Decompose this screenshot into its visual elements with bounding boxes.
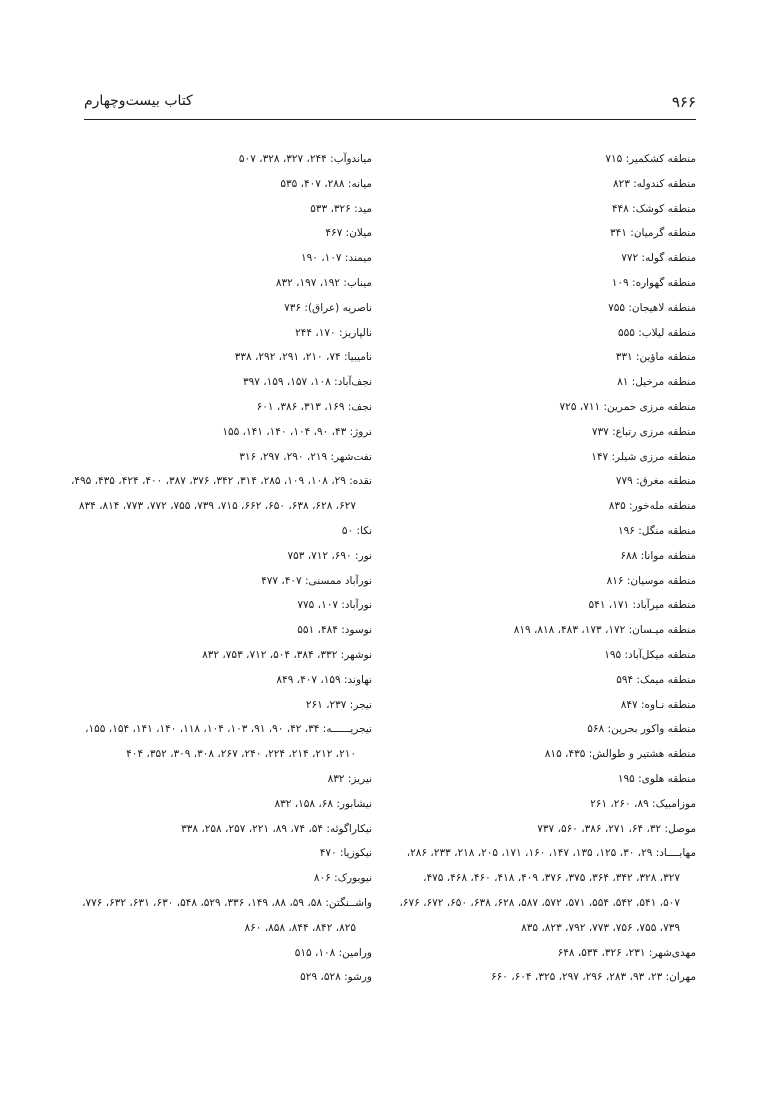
index-entry: منطقه گوله: ۷۷۲ bbox=[621, 252, 696, 265]
index-entry: نیکاراگوئه: ۵۴، ۷۴، ۸۹، ۲۲۱، ۲۵۷، ۲۵۸، ۳۳۸ bbox=[181, 822, 372, 835]
index-entry: میلان: ۴۶۷ bbox=[325, 227, 372, 240]
index-entry: منطقه هلوی: ۱۹۵ bbox=[617, 772, 696, 785]
index-entry: منطقه کوشک: ۴۴۸ bbox=[611, 202, 696, 215]
index-entry: منطقه مغرق: ۷۷۹ bbox=[615, 475, 696, 488]
index-entry: منطقه مرزی حمرین: ۷۱۱، ۷۲۵ bbox=[559, 400, 696, 413]
index-column-right bbox=[396, 153, 696, 996]
index-entry-continuation: ۳۲۷، ۳۲۸، ۳۴۲، ۳۶۴، ۳۷۵، ۳۷۶، ۴۰۹، ۴۱۸، ۴۶۰، ۴۶۸، ۴۷۵، bbox=[423, 872, 680, 885]
index-entry: نورآباد ممسنی: ۴۰۷، ۴۷۷ bbox=[261, 574, 372, 587]
index-entry: منطقه کشکمیر: ۷۱۵ bbox=[605, 153, 696, 165]
index-entry: منطقه هشتیر و طوالش: ۴۳۵، ۸۱۵ bbox=[544, 748, 696, 761]
index-entry: میاندوآب: ۲۴۴، ۳۲۷، ۳۲۸، ۵۰۷ bbox=[238, 153, 372, 165]
index-entry: نروژ: ۴۳، ۹۰، ۱۰۴، ۱۴۰، ۱۴۱، ۱۵۵ bbox=[222, 425, 372, 438]
index-entry: مهابــــاد: ۲۹، ۳۰، ۱۲۵، ۱۳۵، ۱۴۷، ۱۶۰، ۱۷۱، ۲۰۵، ۲۱۸، ۲۳۳، ۲۸۶، bbox=[406, 847, 696, 860]
index-entry: منطقه مرخیل: ۸۱ bbox=[617, 376, 696, 389]
index-entry-continuation: ۶۲۷، ۶۲۸، ۶۳۸، ۶۵۰، ۶۶۲، ۷۱۵، ۷۳۹، ۷۵۵، ۷۷۲، ۷۷۳، ۸۱۴، ۸۳۴ bbox=[78, 500, 356, 513]
index-entry: منطقه لیلاب: ۵۵۵ bbox=[618, 326, 696, 339]
index-entry: منطقه منگل: ۱۹۶ bbox=[617, 524, 696, 537]
book-title: کتاب بیست‌وچهارم bbox=[84, 93, 193, 109]
index-entry-continuation: ۷۳۹، ۷۵۵، ۷۵۶، ۷۷۳، ۷۹۲، ۸۲۳، ۸۳۵ bbox=[521, 921, 680, 934]
index-entry: ورشو: ۵۲۸، ۵۲۹ bbox=[300, 971, 372, 984]
index-entry: منطقه ماؤین: ۳۳۱ bbox=[615, 351, 696, 364]
index-entry: نفت‌شهر: ۲۱۹، ۲۹۰، ۲۹۷، ۳۱۶ bbox=[239, 450, 372, 463]
index-entry: منطقه گهواره: ۱۰۹ bbox=[611, 276, 696, 289]
header-divider bbox=[84, 119, 696, 120]
index-entry: منطقه موانا: ۶۸۸ bbox=[620, 549, 696, 562]
index-entry: منطقه نـاوه: ۸۴۷ bbox=[620, 698, 696, 711]
index-entry-continuation: ۲۱۰، ۲۱۲، ۲۱۴، ۲۲۴، ۲۴۰، ۲۶۷، ۳۰۸، ۳۰۹، ۳۵۲، ۴۰۴ bbox=[126, 748, 356, 761]
index-entry: نالپاریز: ۱۷۰، ۲۴۴ bbox=[295, 326, 372, 339]
index-entry: منطقه لاهیجان: ۷۵۵ bbox=[608, 301, 696, 314]
index-entry: مهران: ۲۳، ۹۳، ۲۸۳، ۲۹۶، ۲۹۷، ۳۲۵، ۶۰۴، ۶۶۰ bbox=[491, 971, 696, 984]
index-entry: نامیبیا: ۷۴، ۲۱۰، ۲۹۱، ۲۹۲، ۳۳۸ bbox=[234, 351, 372, 364]
index-entry: منطقه ملەخور: ۸۳۵ bbox=[608, 500, 696, 513]
index-entry: نکا: ۵۰ bbox=[341, 524, 372, 537]
index-entry: نیویورک: ۸۰۶ bbox=[313, 872, 372, 885]
index-entry: میناب: ۱۹۲، ۱۹۷، ۸۳۲ bbox=[275, 276, 372, 289]
page-number: ۹۶۶ bbox=[671, 93, 696, 111]
index-entry: ورامین: ۱۰۸، ۵۱۵ bbox=[294, 946, 372, 959]
index-entry: واشــنگتن: ۵۸، ۵۹، ۸۸، ۱۴۹، ۳۳۶، ۵۲۹، ۵۴۸، ۶۳۰، ۶۳۱، ۶۳۲، ۷۷۶، bbox=[82, 896, 372, 909]
index-entry: میمند: ۱۰۷، ۱۹۰ bbox=[301, 252, 372, 265]
index-entry: نیجریــــــه: ۳۴، ۴۲، ۹۰، ۹۱، ۱۰۳، ۱۰۴، ۱۱۸، ۱۴۰، ۱۴۱، ۱۵۴، ۱۵۵، bbox=[85, 723, 372, 736]
index-entry: منطقه میمک: ۵۹۴ bbox=[616, 673, 696, 686]
index-entry: موصل: ۳۲، ۶۴، ۲۷۱، ۳۸۶، ۵۶۰، ۷۳۷ bbox=[537, 822, 696, 835]
page-header bbox=[84, 93, 696, 117]
index-entry: نهاوند: ۱۵۹، ۴۰۷، ۸۴۹ bbox=[276, 673, 372, 686]
index-entry: موزامبیک: ۸۹، ۲۶۰، ۲۶۱ bbox=[590, 797, 696, 810]
index-entry: نورآباد: ۱۰۷، ۷۷۵ bbox=[297, 599, 372, 612]
index-entry: مید: ۳۲۶، ۵۳۳ bbox=[310, 202, 372, 215]
index-entry: منطقه واکور بحرین: ۵۶۸ bbox=[587, 723, 696, 736]
index-entry: مهدی‌شهر: ۲۳۱، ۳۲۶، ۵۳۴، ۶۴۸ bbox=[557, 946, 696, 959]
index-entry: نیجر: ۲۳۷، ۲۶۱ bbox=[305, 698, 372, 711]
index-entry: نوشهر: ۳۳۲، ۳۸۴، ۵۰۴، ۷۱۲، ۷۵۳، ۸۳۲ bbox=[202, 648, 372, 661]
index-entry: منطقه مرزی شیلر: ۱۴۷ bbox=[591, 450, 696, 463]
index-entry-continuation: ۵۰۷، ۵۴۱، ۵۴۲، ۵۵۴، ۵۷۱، ۵۷۲، ۵۸۷، ۶۲۸، ۶۳۸، ۶۵۰، ۶۷۲، ۶۷۶، bbox=[399, 896, 680, 909]
index-entry: نجف‌آباد: ۱۰۸، ۱۵۷، ۱۵۹، ۳۹۷ bbox=[242, 376, 372, 389]
index-entry: نیکوزیا: ۴۷۰ bbox=[319, 847, 372, 860]
index-entry: نوسود: ۴۸۴، ۵۵۱ bbox=[297, 624, 372, 637]
index-entry: میانه: ۲۸۸، ۴۰۷، ۵۳۵ bbox=[280, 177, 372, 190]
index-entry: منطقه میکل‌آباد: ۱۹۵ bbox=[604, 648, 696, 661]
index-entry: نجف: ۱۶۹، ۳۱۳، ۳۸۶، ۶۰۱ bbox=[256, 400, 372, 413]
index-entry: منطقه گرمیان: ۳۴۱ bbox=[610, 227, 696, 240]
index-entry: نیشابور: ۶۸، ۱۵۸، ۸۳۲ bbox=[274, 797, 372, 810]
index-entry: منطقه میـسان: ۱۷۲، ۱۷۳، ۴۸۳، ۸۱۸، ۸۱۹ bbox=[513, 624, 696, 637]
index-entry: نقده: ۲۹، ۱۰۸، ۱۰۹، ۲۸۵، ۳۱۴، ۳۴۲، ۳۷۶، ۳۸۷، ۴۰۰، ۴۲۴، ۴۳۵، ۴۹۵، bbox=[70, 475, 372, 488]
index-entry: منطقه میرآباد: ۱۷۱، ۵۴۱ bbox=[588, 599, 696, 612]
index-entry: ناصریه (عراق): ۷۳۶ bbox=[284, 301, 372, 314]
index-column-left bbox=[57, 153, 372, 996]
index-entry: منطقه کندوله: ۸۲۳ bbox=[612, 177, 696, 190]
index-entry-continuation: ۸۲۵، ۸۴۲، ۸۴۴، ۸۵۸، ۸۶۰ bbox=[244, 921, 356, 934]
index-entry: نور: ۶۹۰، ۷۱۲، ۷۵۳ bbox=[287, 549, 372, 562]
index-entry: نیریز: ۸۳۲ bbox=[327, 772, 372, 785]
index-entry: منطقه مرزی رتباع: ۷۳۷ bbox=[591, 425, 696, 438]
index-entry: منطقه موسیان: ۸۱۶ bbox=[606, 574, 696, 587]
